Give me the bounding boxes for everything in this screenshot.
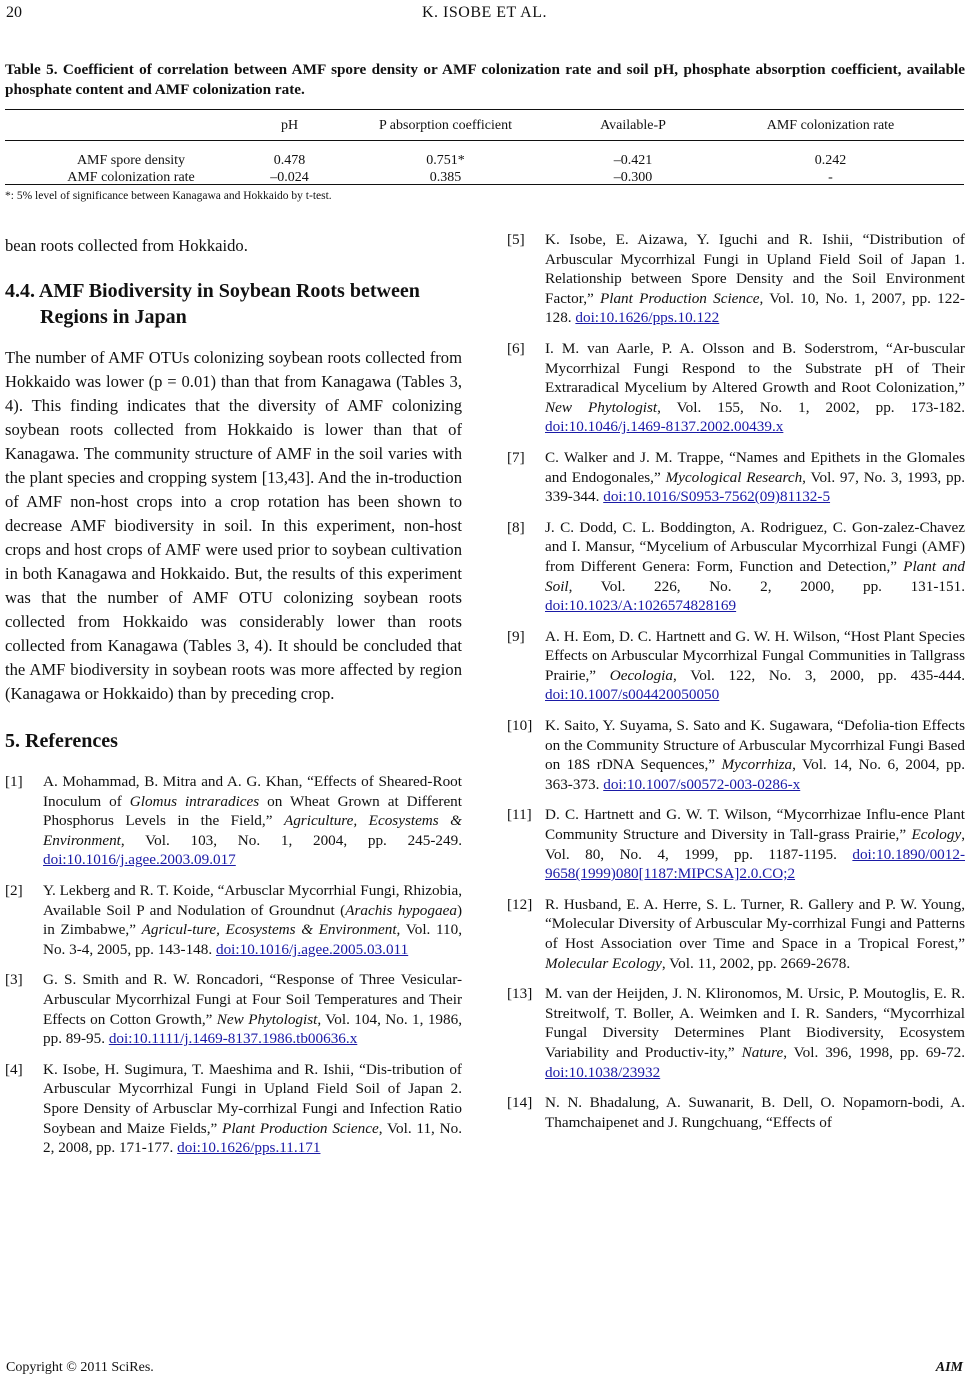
reference-number: [2] xyxy=(5,881,23,899)
running-title: K. ISOBE ET AL. xyxy=(422,4,547,21)
reference-authors: A. Mohammad, B. Mitra and A. G. Khan, “Effects of Sheared-Root Inoculum of xyxy=(43,773,462,810)
reference-number: [1] xyxy=(5,773,23,790)
table-cell: –0.024 xyxy=(270,169,309,185)
reference-item xyxy=(507,895,965,973)
reference-authors: A. H. Eom, D. C. Hartnett and G. W. H. Wilson, “Host Plant Species Effects on Arbuscular Mycorrhizal Fungal Communities in Tallgrass Prairie,” xyxy=(545,627,965,684)
doi-link[interactable]: doi:10.1626/pps.10.122 xyxy=(575,309,720,327)
reference-text xyxy=(545,448,965,507)
paragraph: The number of AMF OTUs colonizing soybean roots collected from Hokkaido was lower (p = 0.01) than that from Kanagawa (Tables 3, 4). This finding indicates that the diversity of AMF colonizing soybean roots collected from Hokkaido is lower than that of Kanagawa. The community structure of AMF in the soil varies with the plant species and cropping system [13,43]. And the in-troduction of AMF non-host crops into a crop rotation has been shown to decrease AMF biodiversity in soil. In this experiment, non-host crops and host crops of AMF were used prior to soybean cultivation in both Kanagawa and Hokkaido. But, the results of this experiment was that the number of AMF OTU colonizing soybean roots collected from Hokkaido was considerably lower than roots collected from Kanagawa (Tables 3, 4). It should be concluded that the AMF biodiversity in soybean roots was more affected by region (Kanagawa or Hokkaido) than by preceding crop. xyxy=(5,348,462,703)
reference-text xyxy=(43,970,462,1048)
reference-item xyxy=(507,805,965,883)
table-header-cell xyxy=(5,110,257,142)
reference-item xyxy=(507,716,965,794)
doi-link[interactable]: doi:10.1890/0012-9658(1999)080[1187:MIPCSA]2.0.CO;2 xyxy=(545,845,965,883)
table-header-cell: pH xyxy=(280,118,299,133)
table-header-cell: P absorption coefficient xyxy=(379,118,512,133)
reference-journal: New Phytologist xyxy=(545,398,658,416)
section-heading-line: 4.4. AMF Biodiversity in Soybean Roots between xyxy=(5,280,420,302)
reference-item xyxy=(5,1060,462,1158)
reference-details: , Vol. 104, No. 1, 1986, pp. 89-95. xyxy=(43,1010,462,1048)
journal-abbrev: AIM xyxy=(935,1360,963,1375)
reference-journal: Agriculture, Ecosystems & Environment xyxy=(43,812,462,849)
reference-details: , Vol. 11, 2002, pp. 2669-2678. xyxy=(661,954,851,972)
running-header xyxy=(0,4,969,28)
reference-list xyxy=(5,772,462,1158)
reference-authors: N. N. Bhadalung, A. Suwanarit, B. Dell, O. Nopamorn-bodi, A. Thamchaipenet and J. Rungchuang, “Effects of xyxy=(545,1094,965,1131)
reference-authors: J. C. Dodd, C. L. Boddington, A. Rodriguez, C. Gon-zalez-Chavez and I. Mansur, “Mycelium of Arbuscular Mycorrhizal Fungi (AMF) from Different Genera: Form, Function and Detection,” xyxy=(545,518,965,575)
table-cell: AMF spore density xyxy=(76,152,186,168)
reference-item xyxy=(5,881,462,959)
table-cell: 0.751* xyxy=(426,152,465,168)
reference-text xyxy=(545,627,965,705)
reference-journal: Mycological Research xyxy=(665,468,803,486)
table-cell: –0.300 xyxy=(613,169,653,185)
reference-details: , Vol. 10, No. 1, 2007, pp. 122-128. xyxy=(545,289,965,327)
reference-authors: M. van der Heijden, J. N. Klironomos, M. Ursic, P. Moutoglis, E. R. Streitwolf, T. Boller, A. Weimken and I. R. Sanders, “Mycorrhizal Fungal Diversity Determines Plant Biodiversity, Ecosystem Variability and Productiv-ity,” xyxy=(545,985,965,1061)
reference-authors: C. Walker and J. M. Trappe, “Names and Epithets in the Glomales and Endogonales,” xyxy=(545,448,965,486)
doi-link[interactable]: doi:10.1007/s004420050050 xyxy=(545,686,720,704)
reference-item xyxy=(5,970,462,1048)
reference-item xyxy=(507,627,965,705)
reference-text xyxy=(43,772,462,870)
reference-authors: R. Husband, E. A. Herre, S. L. Turner, R. Gallery and P. W. Young, “Molecular Diversity of Arbuscular My-corrhizal Fungi and Patterns of Host Association over Time and Space in a Tropical Forest,” xyxy=(545,895,965,952)
reference-number: [6] xyxy=(507,339,525,357)
reference-journal: Agricul-ture, Ecosystems & Environment xyxy=(141,921,397,939)
reference-text xyxy=(545,1093,965,1132)
reference-journal: Ecology xyxy=(911,826,962,844)
reference-title-cont: on Wheat Grown at Different Phosphorus Levels in the Field,” xyxy=(43,792,462,830)
reference-text xyxy=(545,805,965,883)
reference-number: [8] xyxy=(507,518,525,536)
reference-details: , Vol. 14, No. 6, 2004, pp. 363-373. xyxy=(545,756,965,793)
doi-link[interactable]: doi:10.1016/S0953-7562(09)81132-5 xyxy=(603,488,831,506)
doi-link[interactable]: doi:10.1007/s00572-003-0286-x xyxy=(603,775,801,793)
table-cell: 0.478 xyxy=(273,152,306,168)
reference-details: , Vol. 110, No. 3-4, 2005, pp. 143-148. xyxy=(43,921,462,958)
reference-number: [3] xyxy=(5,971,23,989)
reference-journal: New Phytologist xyxy=(216,1010,318,1028)
table-header-row xyxy=(5,110,964,142)
doi-link[interactable]: doi:10.1023/A:1026574828169 xyxy=(545,597,737,615)
reference-text xyxy=(545,716,965,794)
doi-link[interactable]: doi:10.1016/j.agee.2005.03.011 xyxy=(215,940,409,958)
reference-species: Glomus intraradices xyxy=(129,792,260,810)
doi-link[interactable]: doi:10.1626/pps.11.171 xyxy=(177,1139,321,1157)
reference-journal: Mycorrhiza xyxy=(721,756,793,774)
reference-details: , Vol. 226, No. 2, 2000, pp. 131-151. xyxy=(568,577,965,595)
reference-details: , Vol. 97, No. 3, 1993, pp. 339-344. xyxy=(545,468,965,506)
reference-item xyxy=(507,448,965,507)
doi-link[interactable]: doi:10.1016/j.agee.2003.09.017 xyxy=(43,851,236,869)
reference-journal: Plant Production Science xyxy=(599,289,760,307)
reference-text xyxy=(545,339,965,437)
page-number: 20 xyxy=(6,4,22,21)
doi-link[interactable]: doi:10.1046/j.1469-8137.2002.00439.x xyxy=(545,418,784,436)
reference-text xyxy=(43,881,462,959)
table-header-cell: AMF colonization rate xyxy=(766,118,895,133)
reference-authors: I. M. van Aarle, P. A. Olsson and B. Soderstrom, “Ar-buscular Mycorrhizal Fungi Respond to the Substrate pH of Their Extraradical Mycelium by Altered Growth and Root Colonization,” xyxy=(545,339,965,397)
table-cell: 0.242 xyxy=(814,152,847,168)
reference-item xyxy=(507,518,965,616)
reference-journal: Molecular Ecology xyxy=(545,954,662,972)
reference-text xyxy=(545,984,965,1082)
reference-details: , Vol. 80, No. 4, 1999, pp. 1187-1195. xyxy=(545,826,965,863)
reference-number: [14] xyxy=(507,1094,533,1112)
reference-authors: K. Isobe, E. Aizawa, Y. Iguchi and R. Ishii, “Distribution of Arbuscular Mycorrhizal Fungi in Upland Field Soil of Japan 1. Relationship between Spore Density and the Soil Environment Factor,” xyxy=(545,231,965,307)
table-row xyxy=(5,152,964,169)
reference-number: [10] xyxy=(507,717,533,735)
reference-journal: Oecologia xyxy=(609,666,673,684)
section-heading-line: Regions in Japan xyxy=(40,306,187,328)
reference-item xyxy=(5,772,462,870)
table-footnote: *: 5% level of significance between Kanagawa and Hokkaido by t-test. xyxy=(5,190,332,202)
table-cell: –0.421 xyxy=(613,152,653,168)
reference-number: [5] xyxy=(507,231,525,248)
references-heading: 5. References xyxy=(5,730,118,752)
reference-item xyxy=(507,339,965,437)
reference-title-cont: ) in Zimbabwe,” xyxy=(43,901,462,939)
reference-item xyxy=(507,1093,965,1132)
reference-text xyxy=(545,518,965,616)
correlation-table xyxy=(5,110,964,186)
reference-number: [11] xyxy=(507,806,532,824)
reference-journal: Plant and Soil xyxy=(545,557,965,595)
table-cell: AMF colonization rate xyxy=(67,169,195,185)
table-header-cell: Available-P xyxy=(600,118,666,133)
reference-number: [9] xyxy=(507,627,525,645)
table-row xyxy=(5,169,964,186)
reference-details: , Vol. 396, 1998, pp. 69-72. xyxy=(783,1043,965,1061)
left-column xyxy=(5,230,462,1158)
reference-list xyxy=(507,230,965,1132)
table-cell: 0.385 xyxy=(429,169,462,185)
reference-authors: G. S. Smith and R. W. Roncadori, “Response of Three Vesicular-Arbuscular Mycorrhizal Fungi at Four Soil Temperatures and Their Effects on Cotton Growth,” xyxy=(43,971,462,1028)
reference-number: [12] xyxy=(507,895,533,913)
reference-authors: Y. Lekberg and R. T. Koide, “Arbusclar Mycorrhial Fungi, Rhizobia, Available Soil P and Nodulation of Groundnut ( xyxy=(43,881,462,919)
reference-details: , Vol. 103, No. 1, 2004, pp. 245-249. xyxy=(120,831,462,849)
reference-number: [4] xyxy=(5,1060,23,1078)
reference-details: , Vol. 155, No. 1, 2002, pp. 173-182. xyxy=(657,398,965,416)
reference-details: , Vol. 11, No. 2, 2008, pp. 171-177. xyxy=(43,1119,462,1157)
paragraph: bean roots collected from Hokkaido. xyxy=(5,236,248,255)
reference-authors: K. Saito, Y. Suyama, S. Sato and K. Sugawara, “Defolia-tion Effects on the Community Structure of Arbuscular Mycorrhizal Fungi Based on 18S rDNA Sequences,” xyxy=(545,717,965,774)
reference-text xyxy=(545,895,965,973)
reference-journal: Plant Production Science xyxy=(222,1119,379,1137)
doi-link[interactable]: doi:10.1111/j.1469-8137.1986.tb00636.x xyxy=(108,1030,358,1048)
reference-item xyxy=(507,230,965,328)
reference-journal: Nature xyxy=(741,1043,784,1061)
reference-species: Arachis hypogaea xyxy=(345,901,457,919)
table-caption: Table 5. Coefficient of correlation between AMF spore density or AMF colonization rate and soil pH, phosphate absorption coefficient, available phosphate content and AMF colonization rate. xyxy=(5,61,965,98)
reference-item xyxy=(507,984,965,1082)
doi-link[interactable]: doi:10.1038/23932 xyxy=(545,1063,661,1081)
reference-authors: K. Isobe, H. Sugimura, T. Maeshima and R. Ishii, “Dis-tribution of Arbuscular Mycorrhizal Fungi in Upland Field Soil of Japan 2. Spore Density of Arbusclar My-corrhizal Fungi and Infection Ratio Soybean and Maize Fields,” xyxy=(43,1060,462,1137)
right-column xyxy=(507,230,965,1132)
reference-text xyxy=(43,1060,462,1158)
reference-authors: D. C. Hartnett and G. W. T. Wilson, “Mycorrhizae Influ-ence Plant Community Structure and Diversity in Tall-grass Prairie,” xyxy=(545,806,965,844)
reference-text xyxy=(545,230,965,328)
reference-number: [7] xyxy=(507,448,525,466)
copyright: Copyright © 2011 SciRes. xyxy=(6,1360,154,1375)
reference-details: , Vol. 122, No. 3, 2000, pp. 435-444. xyxy=(673,666,965,684)
reference-number: [13] xyxy=(507,985,533,1003)
section-heading xyxy=(5,278,462,330)
table-cell: - xyxy=(828,169,833,185)
